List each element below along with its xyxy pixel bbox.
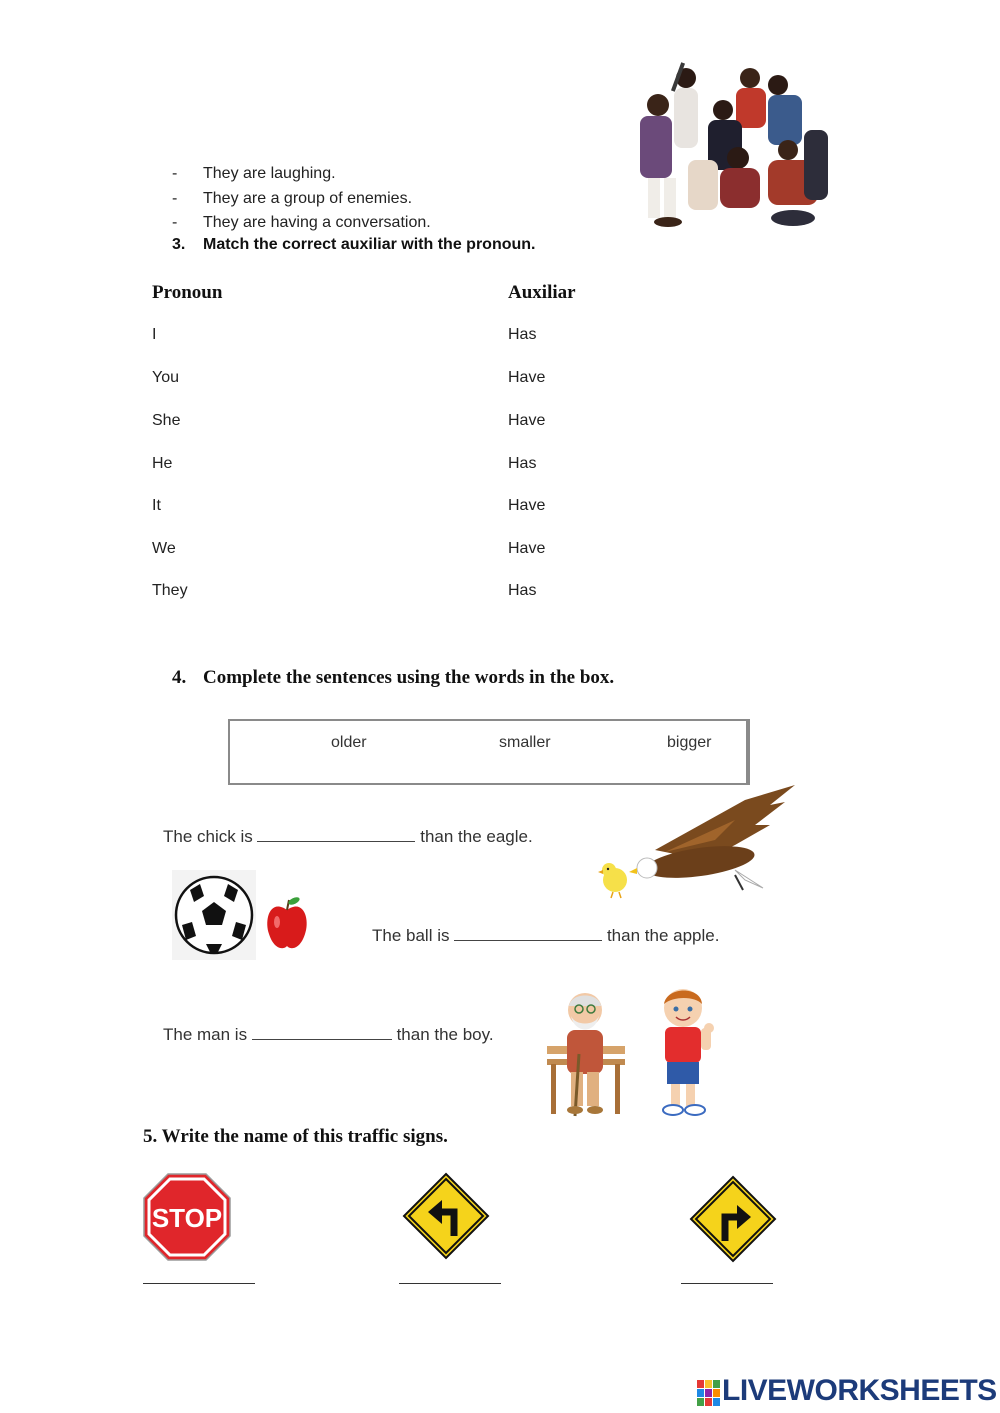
pronoun-cell: We [152, 540, 176, 557]
question-5-heading: 5. Write the name of this traffic signs. [143, 1126, 448, 1147]
auxiliar-cell: Has [508, 582, 537, 599]
sentence-ball-apple: The ball is than the apple. [372, 926, 720, 945]
auxiliar-cell: Have [508, 540, 546, 557]
sign-answer-line[interactable] [681, 1283, 773, 1284]
sentence-chick-eagle: The chick is than the eagle. [163, 827, 533, 846]
pronoun-cell: It [152, 497, 161, 514]
list-item: - They are having a conversation. [172, 214, 431, 231]
ball-and-apple-illustration [170, 870, 310, 962]
answer-blank[interactable] [257, 827, 415, 842]
list-item: - They are a group of enemies. [172, 189, 413, 207]
pronoun-cell: They [152, 582, 188, 599]
sign-answer-line[interactable] [399, 1283, 501, 1284]
answer-blank[interactable] [454, 926, 602, 941]
liveworksheets-logo-text: LIVEWORKSHEETS [722, 1374, 997, 1407]
sentence-man-boy: The man is than the boy. [163, 1025, 494, 1044]
pronoun-cell: You [152, 369, 179, 386]
auxiliar-header: Auxiliar [508, 282, 576, 303]
pronoun-cell: She [152, 412, 181, 429]
auxiliar-cell: Have [508, 369, 546, 386]
eagle-and-chick-illustration [595, 780, 800, 905]
word-option: smaller [499, 734, 551, 751]
group-of-friends-illustration [628, 60, 836, 233]
word-option: bigger [667, 734, 712, 751]
left-turn-sign [402, 1172, 490, 1260]
word-box [228, 719, 750, 785]
auxiliar-cell: Have [508, 497, 546, 514]
auxiliar-cell: Have [508, 412, 546, 429]
pronoun-cell: He [152, 455, 173, 472]
stop-sign [142, 1172, 232, 1262]
question-4-heading: 4. Complete the sentences using the words in the box. [172, 667, 615, 688]
list-item: - They are laughing. [172, 165, 336, 182]
word-option: older [331, 734, 367, 751]
answer-blank[interactable] [252, 1025, 392, 1040]
liveworksheets-logo-icon [697, 1380, 721, 1408]
right-turn-sign [689, 1175, 777, 1263]
statement-list [172, 162, 431, 236]
sign-answer-line[interactable] [143, 1283, 255, 1284]
pronoun-cell: I [152, 326, 157, 343]
auxiliar-cell: Has [508, 326, 537, 343]
old-man-and-boy-illustration [545, 984, 720, 1124]
auxiliar-cell: Has [508, 455, 537, 472]
question-3-heading: 3. Match the correct auxiliar with the pronoun. [172, 236, 536, 253]
stop-sign-text: STOP [151, 1203, 223, 1233]
pronoun-header: Pronoun [152, 282, 223, 303]
